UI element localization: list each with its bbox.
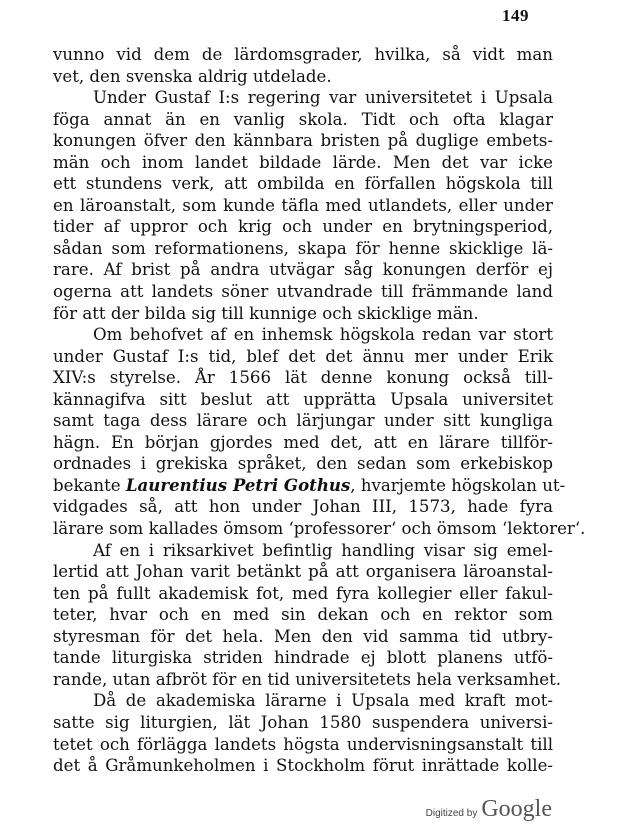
digitized-by-label: Digitized by (425, 808, 478, 819)
text-line: konungen öfver den kännbara bristen på duglige embets- (53, 131, 553, 151)
text-line: ten på fullt akademisk fot, med fyra kollegier eller fakul- (53, 583, 553, 603)
text-line: ordnades i grekiska språket, den sedan som erkebiskop (53, 454, 553, 474)
text-line: vidgades så, att hon under Johan III, 1573, hade fyra (53, 497, 553, 517)
text-line: för att der bilda sig till kunnige och skicklige män. (53, 303, 479, 323)
text-line: det å Gråmunkeholmen i Stockholm förut inrättade kolle- (53, 756, 553, 776)
text-line: satte sig liturgien, lät Johan 1580 suspendera universi- (53, 712, 553, 732)
text-line: sådan som reformationens, skapa för henne skicklige lä- (53, 238, 553, 258)
text-line: styresman för det hela. Men den vid samma tid utbry- (53, 626, 553, 646)
text-line (53, 474, 566, 497)
text-line: Då de akademiska lärarne i Upsala med kraft mot- (93, 691, 553, 711)
text-line-segment: , hvarjemte högskolan ut- (350, 475, 566, 495)
text-line: samt taga dess lärare och lärjungar under sitt kungliga (53, 411, 553, 431)
person-name: Laurentius Petri Gothus (125, 474, 351, 495)
text-line: Under Gustaf I:s regering var universitetet i Upsala (93, 88, 553, 108)
google-logo: Google (481, 796, 552, 822)
text-line: lertid att Johan varit betänkt på att organisera läroanstal- (53, 562, 553, 582)
text-line: teter, hvar och en med sin dekan och en rektor som (53, 605, 553, 625)
text-line: kännagifva sitt beslut att upprätta Upsala universitet (53, 389, 553, 409)
text-line: under Gustaf I:s tid, blef det det ännu mer under Erik (53, 346, 553, 366)
text-line: hägn. En början gjordes med det, att en lärare tillför- (53, 432, 553, 452)
text-line: rande, utan afbröt för en tid universitetets hela verksamhet. (53, 669, 562, 689)
text-line: vet, den svenska aldrig utdelade. (53, 66, 332, 86)
text-line: Om behofvet af en inhemsk högskola redan var stort (93, 325, 553, 345)
page-number: 149 (502, 6, 529, 25)
text-line: tande liturgiska striden hindrade ej blott planens utfö- (53, 648, 553, 668)
text-line: Af en i riksarkivet befintlig handling visar sig emel- (93, 540, 553, 560)
text-line-segment: bekante (53, 475, 126, 495)
text-line: ett stundens verk, att ombilda en förfallen högskola till (53, 174, 553, 194)
text-line: XIV:s styrelse. År 1566 lät denne konung också till- (53, 368, 553, 388)
digitization-footer (426, 796, 552, 823)
text-line: rare. Af brist på andra utvägar såg konungen derför ej (53, 260, 553, 280)
text-line: tider af uppror och krig och under en brytningsperiod, (53, 217, 553, 237)
text-line: ogerna att landets söner utvandrade till främmande land (53, 282, 553, 302)
text-body (53, 44, 586, 777)
text-line: föga annat än en vanlig skola. Tidt och ofta klagar (53, 109, 553, 129)
text-line: en läroanstalt, som kunde täfla med utlandets, eller under (53, 195, 553, 215)
text-line: lärare som kallades ömsom ‘professorer‘ och ömsom ‘lektorer‘. (53, 519, 586, 539)
text-line: män och inom landet bildade lärde. Men det var icke (53, 152, 553, 172)
text-line: vunno vid dem de lärdomsgrader, hvilka, så vidt man (53, 45, 553, 64)
text-line: tetet och förlägga landets högsta undervisningsanstalt till (53, 734, 553, 754)
